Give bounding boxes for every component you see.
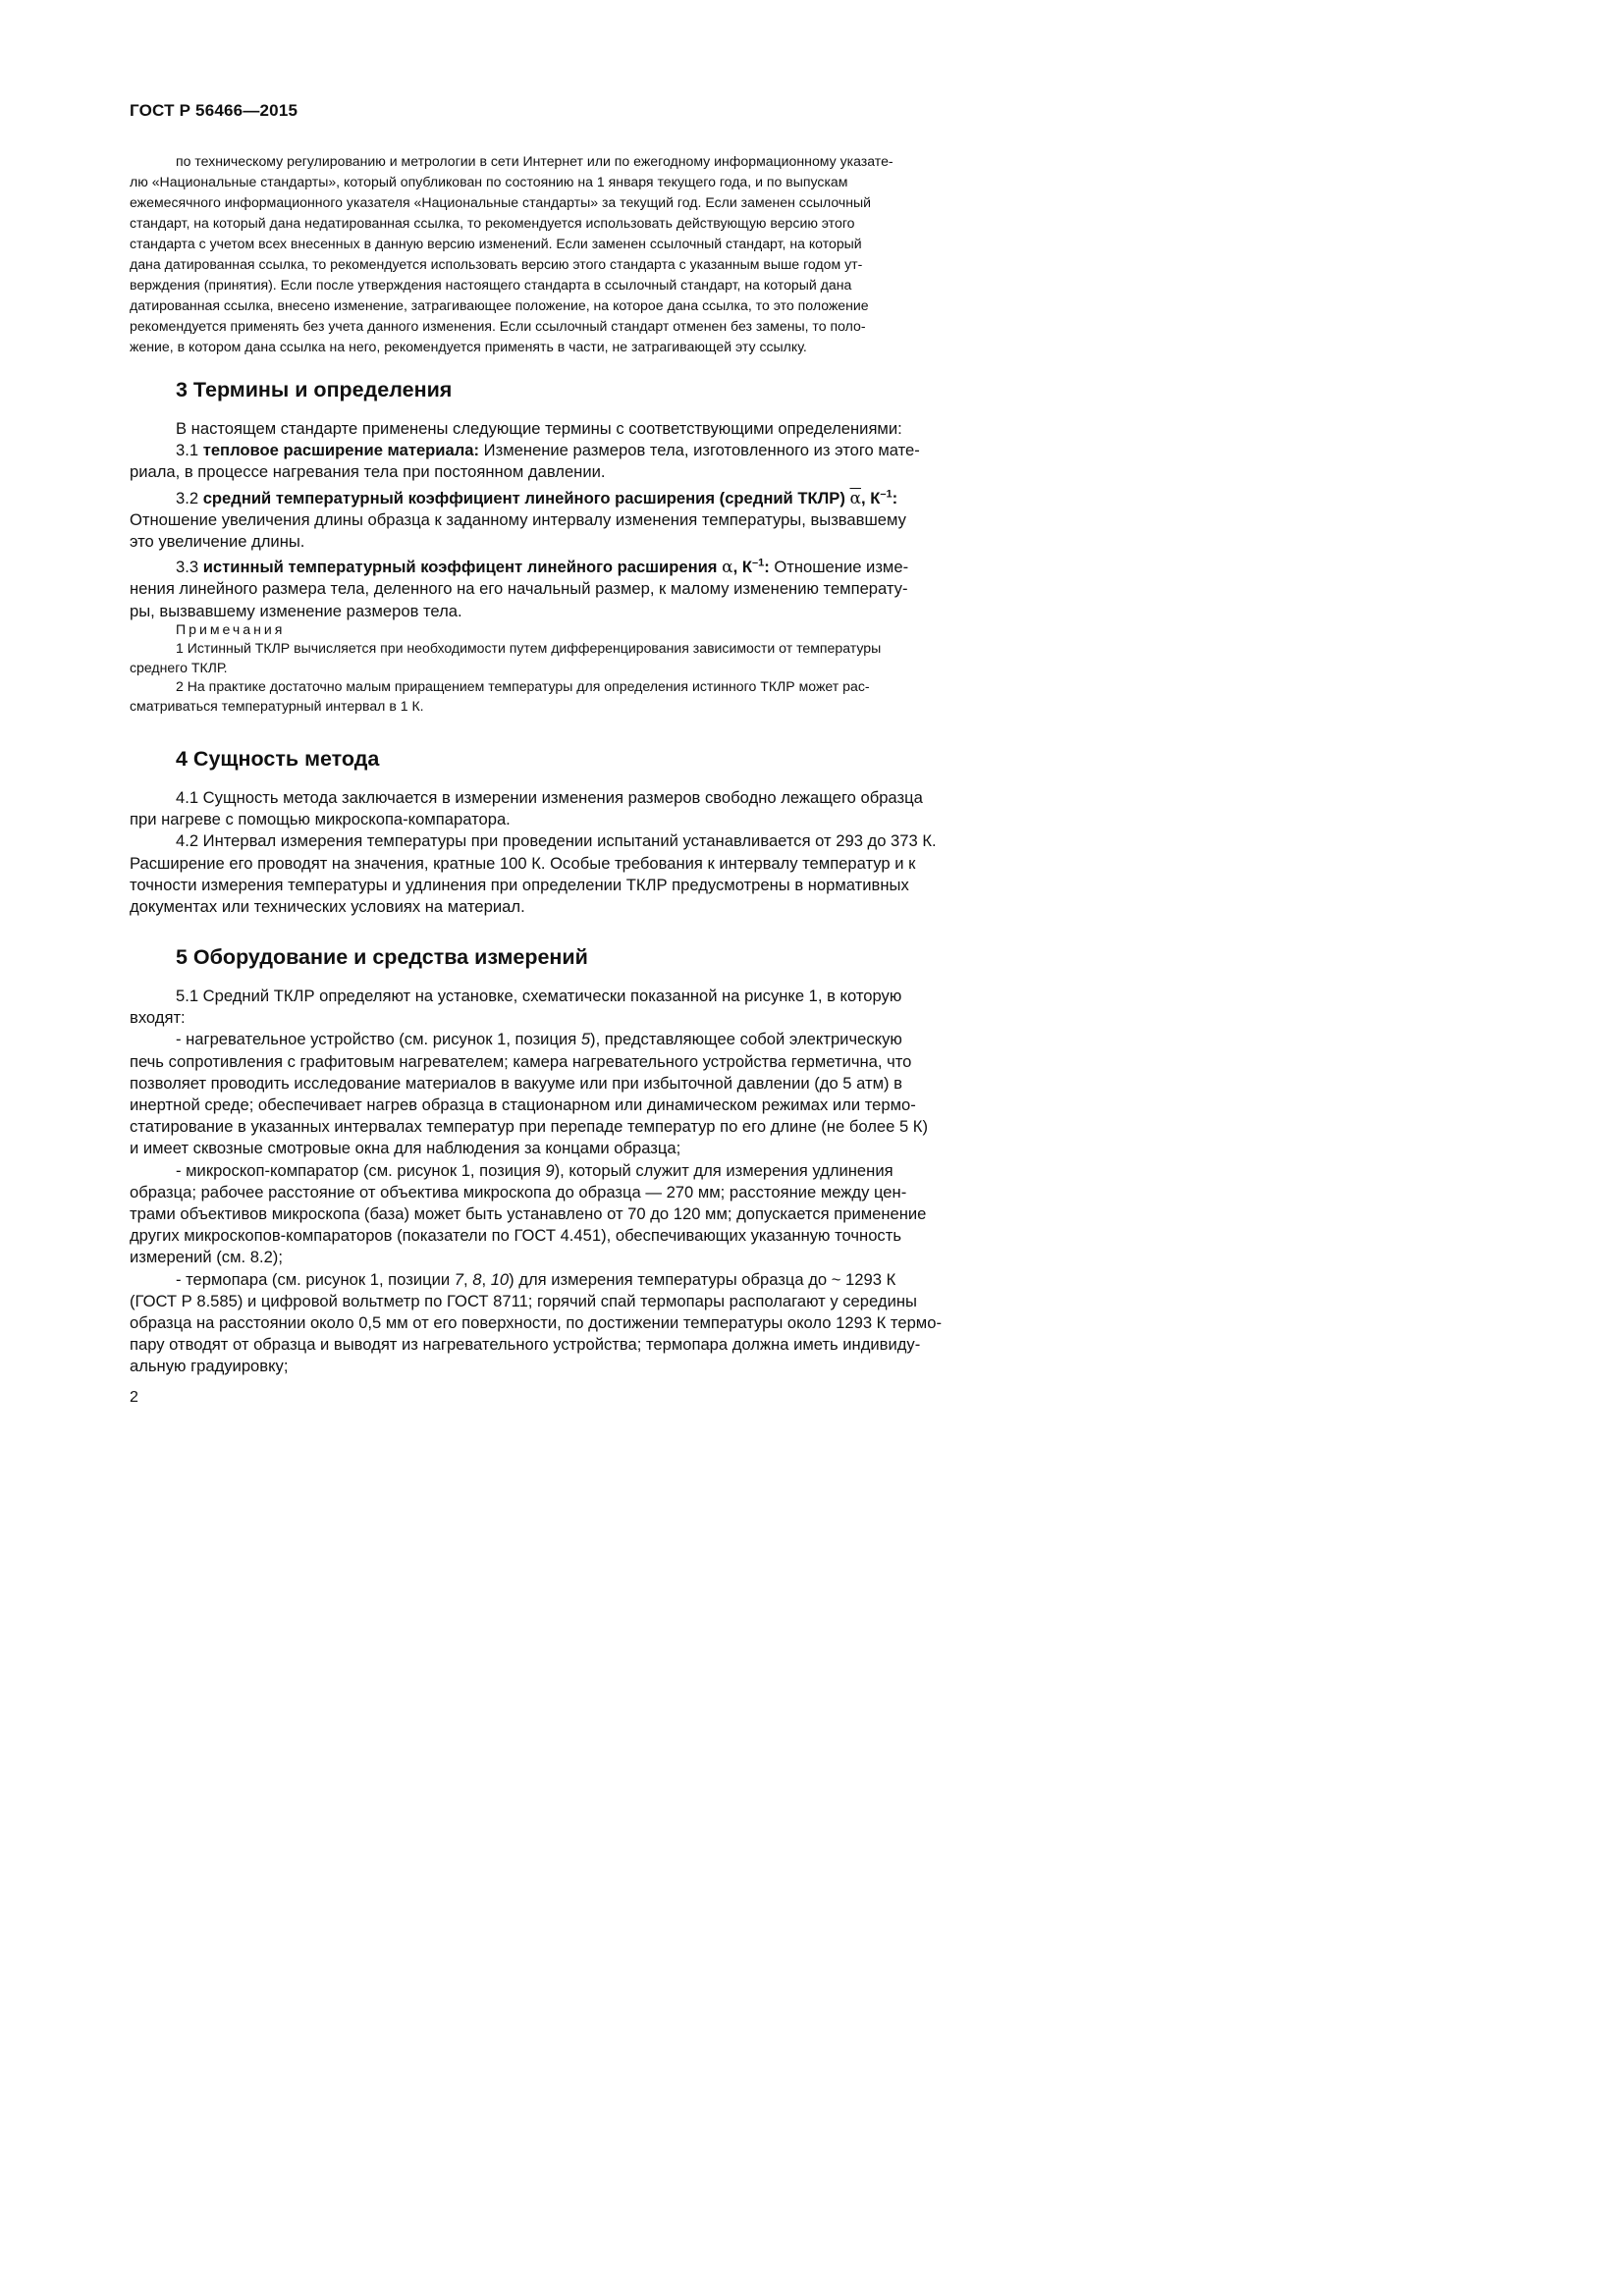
- para-5-1-cont: входят:: [130, 1008, 186, 1028]
- intro-line: стандарт, на который дана недатированная ссылка, то рекомендуется использовать действующую версию этого: [130, 215, 855, 231]
- intro-line: датированная ссылка, внесено изменение, затрагивающее положение, на которое дана ссылка, то это положение: [130, 297, 869, 313]
- section-3-lead: В настоящем стандарте применены следующие термины с соответствующими определениями:: [176, 419, 902, 438]
- term-3-2-cont: это увеличение длины.: [130, 532, 305, 552]
- list-item-cont: образца; рабочее расстояние от объектива микроскопа до образца — 270 мм; расстояние между цен-: [130, 1182, 907, 1201]
- term-3-2: 3.2 средний температурный коэффициент линейного расширения (средний ТКЛР) $\overline{\alpha}$, $К^{-1}$:: [176, 488, 898, 508]
- para-4-2-cont: Расширение его проводят на значения, кратные 100 К. Особые требования к интервалу температур и к: [130, 853, 916, 873]
- notes-block: [130, 620, 1009, 716]
- para-4-2-cont: документах или технических условиях на материал.: [130, 897, 525, 917]
- intro-line: дана датированная ссылка, то рекомендуется использовать версию этого стандарта с указанным выше годом ут-: [130, 256, 863, 272]
- term-3-2-cont: Отношение увеличения длины образца к заданному интервалу изменения температуры, вызвавшему: [130, 509, 906, 529]
- para-5-1: 5.1 Средний ТКЛР определяют на установке, схематически показанной на рисунке 1, в которую: [176, 987, 902, 1005]
- intro-line: рекомендуется применять без учета данного изменения. Если ссылочный стандарт отменен без замены, то поло-: [130, 318, 866, 334]
- section-4-heading: 4 Сущность метода: [176, 747, 380, 771]
- list-item-cont: других микроскопов-компараторов (показатели по ГОСТ 4.451), обеспечивающих указанную точность: [130, 1226, 901, 1246]
- list-item-cont: инертной среде; обеспечивает нагрев образца в стационарном или динамическом режимах или термо-: [130, 1095, 916, 1115]
- list-item-cont: печь сопротивления с графитовым нагревателем; камера нагревательного устройства герметична, что: [130, 1051, 912, 1071]
- document-code-header: ГОСТ Р 56466—2015: [130, 101, 298, 120]
- section-5-body: [130, 986, 1009, 1378]
- section-3-body: [130, 418, 1009, 622]
- intro-line: ежемесячного информационного указателя «Национальные стандарты» за текущий год. Если заменен ссылочный: [130, 194, 872, 210]
- para-4-1: 4.1 Сущность метода заключается в измерении изменения размеров свободно лежащего образца: [176, 788, 923, 807]
- term-3-1-cont: риала, в процессе нагревания тела при постоянном давлении.: [130, 462, 606, 482]
- intro-line: по техническому регулированию и метрологии в сети Интернет или по ежегодному информационному указате-: [176, 153, 893, 169]
- term-3-3: 3.3 истинный температурный коэффицент линейного расширения α, $К^{-1}$: Отношение изме-: [176, 557, 909, 578]
- section-5-heading: 5 Оборудование и средства измерений: [176, 945, 588, 969]
- para-4-1-cont: при нагреве с помощью микроскопа-компаратора.: [130, 810, 511, 829]
- note-item: 2 На практике достаточно малым приращением температуры для определения истинного ТКЛР может рас-: [176, 678, 870, 694]
- alpha-bar-symbol: $\overline{\alpha}$: [849, 488, 861, 508]
- list-item-microscope: - микроскоп-компаратор (см. рисунок 1, позиция 9), который служит для измерения удлинения: [176, 1160, 893, 1180]
- note-item: 1 Истинный ТКЛР вычисляется при необходимости путем дифференцирования зависимости от температуры: [176, 640, 882, 656]
- list-item-cont: позволяет проводить исследование материалов в вакууме или при избыточной давлении (до 5 атм) в: [130, 1073, 902, 1093]
- list-item-cont: пару отводят от образца и выводят из нагревательного устройства; термопара должна иметь индивиду-: [130, 1335, 921, 1355]
- alpha-symbol: α: [722, 558, 733, 578]
- list-item-cont: статирование в указанных интервалах температур при перепаде температур по его длине (не более 5 К): [130, 1117, 928, 1137]
- list-item-cont: и имеет сквозные смотровые окна для наблюдения за концами образца;: [130, 1139, 681, 1158]
- note-item-cont: среднего ТКЛР.: [130, 659, 228, 675]
- list-item-cont: альную градуировку;: [130, 1357, 289, 1376]
- intro-line: стандарта с учетом всех внесенных в данную версию изменений. Если заменен ссылочный стандарт, на который: [130, 236, 862, 251]
- intro-line: верждения (принятия). Если после утверждения настоящего стандарта в ссылочный стандарт, на который дана: [130, 277, 852, 293]
- page-number: 2: [130, 1389, 138, 1406]
- section-4-body: [130, 787, 1009, 918]
- term-3-1: 3.1 тепловое расширение материала: Изменение размеров тела, изготовленного из этого мате-: [176, 441, 920, 460]
- document-page: [0, 0, 1080, 1527]
- list-item-heater: - нагревательное устройство (см. рисунок 1, позиция 5), представляющее собой электрическую: [176, 1030, 902, 1049]
- intro-line: лю «Национальные стандарты», который опубликован по состоянию на 1 января текущего года, и по выпускам: [130, 174, 848, 189]
- intro-line: жение, в котором дана ссылка на него, рекомендуется применять в части, не затрагивающей эту ссылку.: [130, 339, 807, 354]
- list-item-cont: (ГОСТ Р 8.585) и цифровой вольтметр по ГОСТ 8711; горячий спай термопары располагают у середины: [130, 1291, 917, 1310]
- para-4-2: 4.2 Интервал измерения температуры при проведении испытаний устанавливается от 293 до 373 К.: [176, 831, 937, 851]
- term-3-3-cont: ры, вызвавшему изменение размеров тела.: [130, 601, 462, 620]
- intro-paragraph: [130, 151, 1009, 357]
- list-item-thermocouple: - термопара (см. рисунок 1, позиции 7, 8, 10) для измерения температуры образца до ~ 1293 К: [176, 1269, 896, 1289]
- list-item-cont: измерений (см. 8.2);: [130, 1248, 283, 1267]
- notes-title: Примечания: [176, 621, 286, 637]
- section-3-heading: 3 Термины и определения: [176, 378, 453, 401]
- list-item-cont: образца на расстоянии около 0,5 мм от его поверхности, по достижении температуры около 1293 К термо-: [130, 1313, 942, 1333]
- term-3-3-cont: нения линейного размера тела, деленного на его начальный размер, к малому изменению температу-: [130, 579, 908, 599]
- para-4-2-cont: точности измерения температуры и удлинения при определении ТКЛР предусмотрены в нормативных: [130, 875, 909, 894]
- note-item-cont: сматриваться температурный интервал в 1 К.: [130, 697, 424, 714]
- list-item-cont: трами объективов микроскопа (база) может быть устанавлено от 70 до 120 мм; допускается применение: [130, 1204, 927, 1224]
